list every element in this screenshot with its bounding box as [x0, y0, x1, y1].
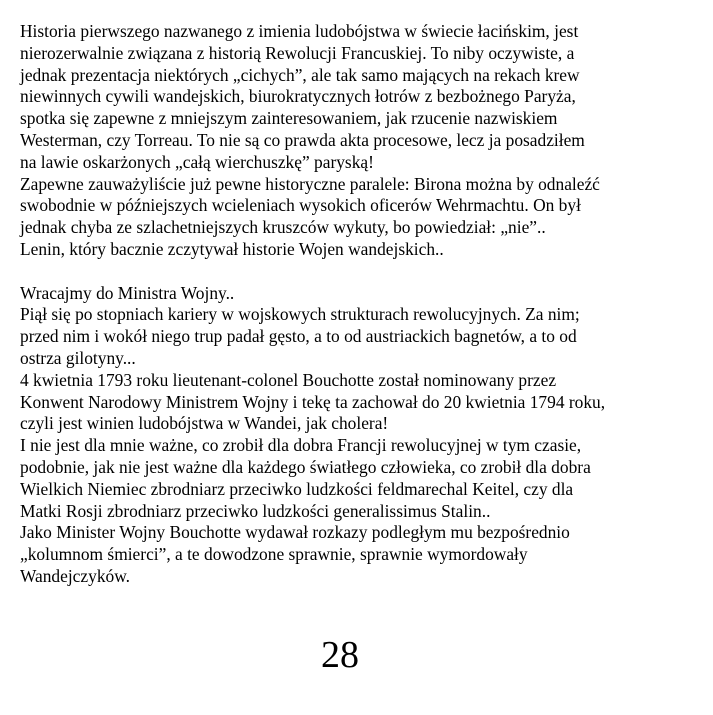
text-line: „kolumnom śmierci”, a te dowodzone sprawnie, sprawnie wymordowały: [20, 544, 528, 565]
text-line: Historia pierwszego nazwanego z imienia ludobójstwa w świecie łacińskim, jest: [20, 21, 579, 41]
text-line: Wielkich Niemiec zbrodniarz przeciwko ludzkości feldmarechal Keitel, czy dla: [20, 478, 574, 499]
text-line: Matki Rosji zbrodniarz przeciwko ludzkości generalissimus Stalin..: [20, 500, 491, 521]
text-line: jednak prezentacja niektórych „cichych”, ale tak samo mających na rekach krew: [20, 64, 580, 85]
page-number: 28: [321, 634, 359, 676]
text-line: ostrza gilotyny...: [20, 347, 136, 368]
text-line: Wandejczyków.: [20, 565, 130, 586]
text-line: Piął się po stopniach kariery w wojskowych strukturach rewolucyjnych. Za nim;: [20, 304, 580, 325]
text-line: Zapewne zauważyliście już pewne historyczne paralele: Birona można by odnaleźć: [20, 173, 600, 194]
text-line: nierozerwalnie związana z historią Rewolucji Francuskiej. To niby oczywiste, a: [20, 42, 575, 63]
text-line: Westerman, czy Torreau. To nie są co prawda akta procesowe, lecz ja posadziłem: [20, 129, 585, 150]
text-line: Konwent Narodowy Ministrem Wojny i tekę ta zachował do 20 kwietnia 1794 roku,: [20, 391, 606, 412]
text-line: podobnie, jak nie jest ważne dla każdego światłego człowieka, co zrobił dla dobra: [20, 456, 591, 477]
text-line: 4 kwietnia 1793 roku lieutenant-colonel Bouchotte został nominowany przez: [20, 369, 557, 390]
text-line: jednak chyba ze szlachetniejszych kruszców wykuty, bo powiedział: „nie”..: [20, 217, 546, 238]
text-line: Jako Minister Wojny Bouchotte wydawał rozkazy podległym mu bezpośrednio: [20, 522, 570, 543]
text-line: swobodnie w późniejszych wcieleniach wysokich oficerów Wehrmachtu. On był: [20, 195, 581, 216]
text-line: niewinnych cywili wandejskich, biurokratycznych łotrów z bezbożnego Paryża,: [20, 86, 576, 107]
blank-line: [20, 261, 700, 283]
text-line: spotka się zapewne z mniejszym zainteresowaniem, jak rzucenie nazwiskiem: [20, 108, 558, 129]
body-text: [20, 21, 700, 588]
text-line: przed nim i wokół niego trup padał gęsto, a to od austriackich bagnetów, a to od: [20, 326, 577, 347]
text-line: na lawie oskarżonych „całą wierchuszkę” paryską!: [20, 151, 374, 172]
text-line: Wracajmy do Ministra Wojny..: [20, 282, 235, 303]
text-line: Lenin, który bacznie zczytywał historie Wojen wandejskich..: [20, 238, 444, 259]
text-line: I nie jest dla mnie ważne, co zrobił dla dobra Francji rewolucyjnej w tym czasie,: [20, 435, 582, 456]
text-line: czyli jest winien ludobójstwa w Wandei, jak cholera!: [20, 413, 389, 434]
